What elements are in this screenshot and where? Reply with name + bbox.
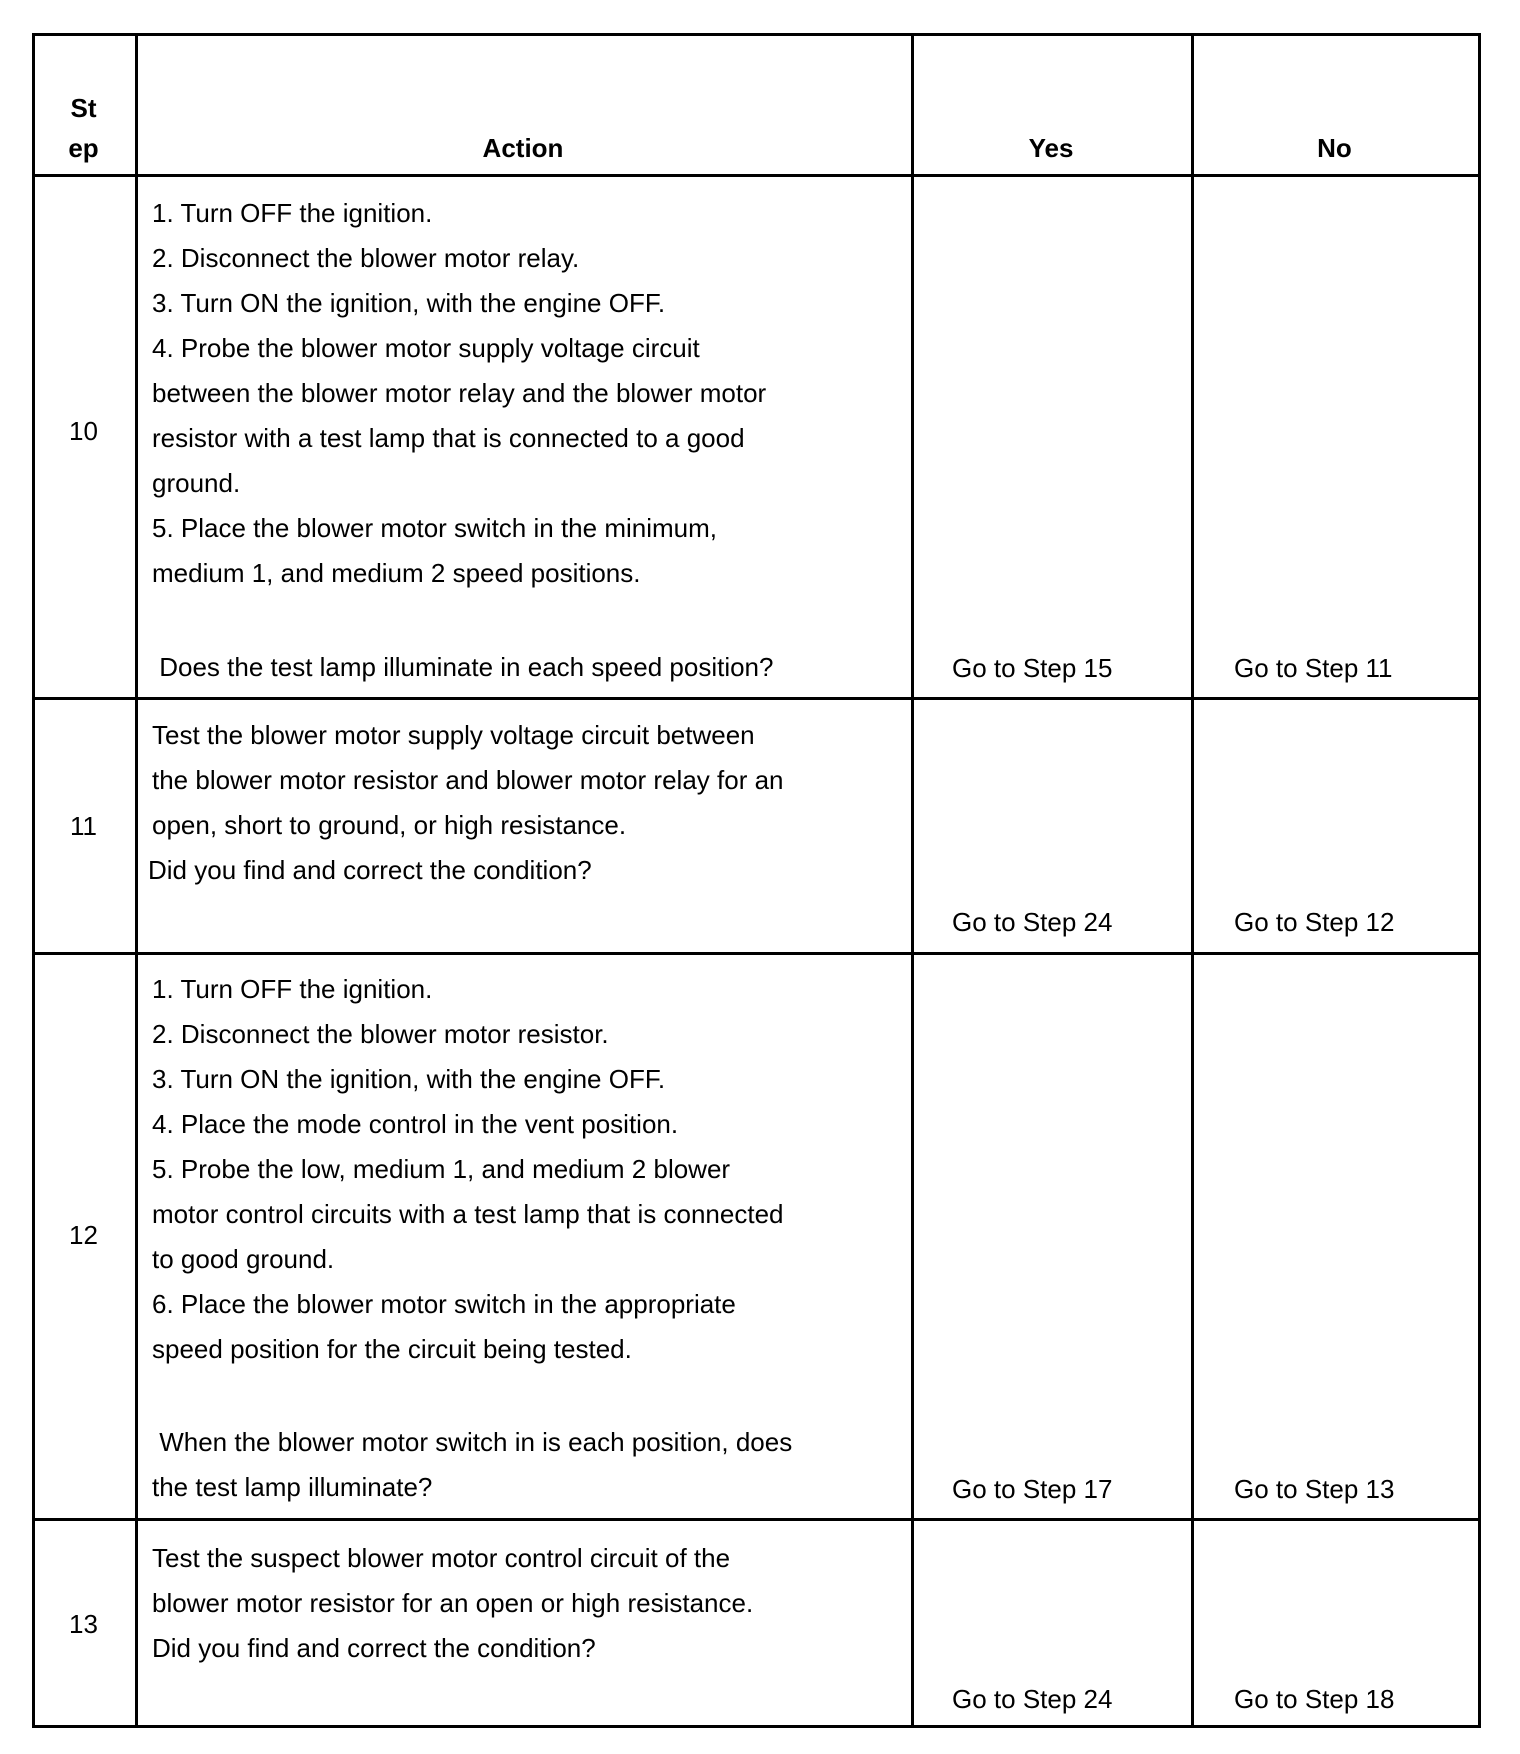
column-divider [1191, 33, 1194, 1728]
action-text [152, 1536, 753, 1671]
action-text [152, 191, 766, 596]
step-number: 13 [69, 1609, 98, 1639]
action-line: Did you find and correct the condition? [148, 855, 592, 885]
action-line: 5. Probe the low, medium 1, and medium 2 blower [152, 1154, 731, 1184]
table-border-top [32, 33, 1481, 36]
header-yes: Yes [1028, 133, 1074, 163]
action-line: medium 1, and medium 2 speed positions. [152, 558, 641, 588]
action-line: 4. Place the mode control in the vent position. [152, 1109, 679, 1139]
action-line: 3. Turn ON the ignition, with the engine OFF. [152, 288, 666, 318]
question-text [152, 1420, 792, 1510]
action-text [152, 967, 784, 1372]
action-line: blower motor resistor for an open or high resistance. [152, 1588, 754, 1618]
row-divider [32, 1518, 1481, 1521]
action-line: 3. Turn ON the ignition, with the engine OFF. [152, 1064, 666, 1094]
action-line: Test the blower motor supply voltage circuit between [152, 720, 755, 750]
header-step [32, 88, 135, 168]
action-line: speed position for the circuit being tested. [152, 1334, 632, 1364]
table-border-left [32, 33, 35, 1728]
no-action: Go to Step 13 [1234, 1474, 1395, 1504]
table-border-bottom [32, 1725, 1481, 1728]
action-line: ground. [152, 468, 241, 498]
yes-action: Go to Step 24 [952, 907, 1113, 937]
column-divider [135, 33, 138, 1728]
action-line: resistor with a test lamp that is connected to a good [152, 423, 745, 453]
action-line: 4. Probe the blower motor supply voltage circuit [152, 333, 700, 363]
header-step-line1: St [70, 93, 97, 123]
header-no: No [1317, 133, 1352, 163]
yes-action: Go to Step 15 [952, 653, 1113, 683]
action-line: 5. Place the blower motor switch in the minimum, [152, 513, 717, 543]
step-number: 11 [70, 811, 97, 841]
action-line: motor control circuits with a test lamp that is connected [152, 1199, 784, 1229]
step-number: 12 [69, 1220, 98, 1250]
action-line: 2. Disconnect the blower motor resistor. [152, 1019, 609, 1049]
yes-action: Go to Step 24 [952, 1684, 1113, 1714]
question-line: the test lamp illuminate? [152, 1472, 433, 1502]
action-text [148, 713, 784, 893]
no-action: Go to Step 18 [1234, 1684, 1395, 1714]
action-line: Did you find and correct the condition? [152, 1633, 596, 1663]
header-step-line2: ep [68, 133, 99, 163]
no-action: Go to Step 12 [1234, 907, 1395, 937]
action-line: 1. Turn OFF the ignition. [152, 198, 433, 228]
question-line: When the blower motor switch in is each position, does [152, 1427, 793, 1457]
step-number: 10 [69, 416, 98, 446]
no-action: Go to Step 11 [1234, 653, 1393, 683]
action-line: between the blower motor relay and the blower motor [152, 378, 767, 408]
yes-action: Go to Step 17 [952, 1474, 1113, 1504]
column-divider [911, 33, 914, 1728]
action-line: 1. Turn OFF the ignition. [152, 974, 433, 1004]
diagnostic-table [32, 33, 1481, 1728]
row-divider [32, 174, 1481, 177]
header-action: Action [482, 133, 564, 163]
row-divider [32, 952, 1481, 955]
row-divider [32, 697, 1481, 700]
action-line: to good ground. [152, 1244, 335, 1274]
question-text: Does the test lamp illuminate in each speed position? [152, 652, 774, 682]
table-border-right [1478, 33, 1481, 1728]
action-line: 2. Disconnect the blower motor relay. [152, 243, 580, 273]
action-line: open, short to ground, or high resistance. [152, 810, 627, 840]
action-line: the blower motor resistor and blower motor relay for an [152, 765, 784, 795]
action-line: 6. Place the blower motor switch in the appropriate [152, 1289, 736, 1319]
action-line: Test the suspect blower motor control circuit of the [152, 1543, 731, 1573]
